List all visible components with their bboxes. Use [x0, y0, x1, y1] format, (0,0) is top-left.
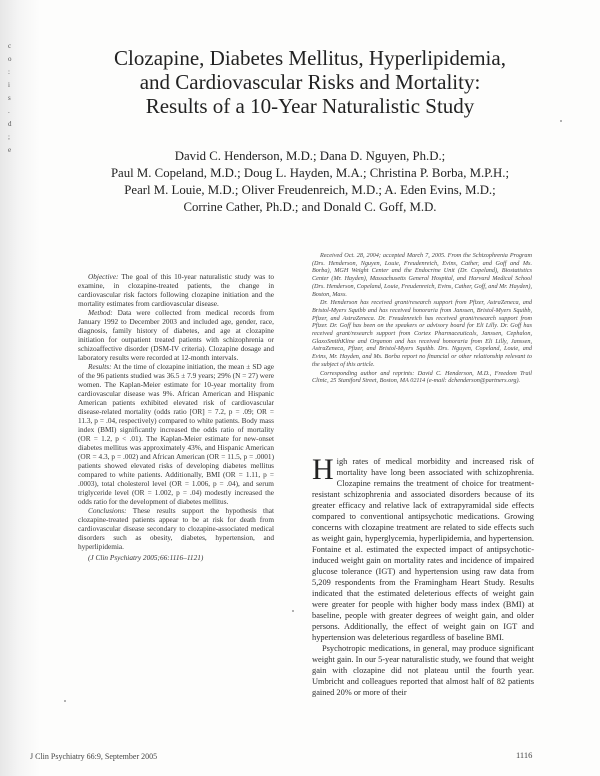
body-paragraph — [312, 453, 534, 643]
body-paragraph: Psychotropic medications, in general, may produce significant weight gain. In our 5-year naturalistic study, we found that weight gain with clozapine did not plateau until the fourth year. Umbricht and colleagues reported that almost half of 82 patients gained 20% or more of their — [312, 644, 534, 697]
author-list — [80, 148, 540, 216]
margin-mark: ; — [8, 133, 10, 141]
drop-cap: H — [312, 453, 334, 486]
article-body — [312, 453, 534, 698]
objective-label: Objective: — [88, 272, 119, 281]
margin-mark: c — [8, 42, 12, 50]
method-label: Method: — [88, 308, 113, 317]
abstract-objective — [78, 272, 274, 308]
scan-speck — [292, 610, 294, 612]
scan-shadow — [0, 0, 40, 776]
title-line: Clozapine, Diabetes Mellitus, Hyperlipidemia, — [114, 46, 506, 70]
author-notes — [312, 252, 532, 386]
objective-text: The goal of this 10-year naturalistic study was to examine, in clozapine-treated patients, the change in cardiovascular risk factors following clozapine initiation and the mortality estimates from cardiovascular disease. — [78, 272, 274, 308]
received-note: Received Oct. 28, 2004; accepted March 7, 2005. From the Schizophrenia Program (Drs. Henderson, Nguyen, Louie, Freudenreich, Evins, Cather, and Goff and Ms. Borba), MGH Weight Center and the Endocrine Unit (Dr. Copeland), Biostatistics Center (Mr. Hayden), Massachusetts General Hospital, and Harvard Medical School (Drs. Henderson, Copeland, Louie, Freudenreich, Evins, Cather, Goff, and Mr. Hayden), Boston, Mass. — [312, 252, 532, 298]
margin-mark: o — [8, 55, 12, 63]
conclusions-label: Conclusions: — [88, 506, 127, 515]
results-label: Results: — [88, 362, 112, 371]
method-text: Data were collected from medical records from January 1992 to December 2003 and included age, gender, race, diagnosis, family history of diabetes, and age at clozapine initiation for outpatient treated patients with schizophrenia or schizoaffective disorder (DSM-IV criteria). Clozapine dosage and laboratory results were recorded at 12-month intervals. — [78, 308, 275, 362]
margin-mark: s — [8, 94, 11, 102]
margin-mark: d — [8, 120, 12, 128]
title-line: and Cardiovascular Risks and Mortality: — [139, 70, 481, 94]
margin-mark: e — [8, 146, 12, 154]
disclosure-note: Dr. Henderson has received grant/research support from Pfizer, AstraZeneca, and Bristol-Myers Squibb and has received honoraria from Janssen, Bristol-Myers Squibb, Pfizer, and AstraZeneca. Dr. Freudenreich has received grant/research support from Pfizer. Dr. Goff has been on the speakers or advisory board for Eli Lilly. Dr. Goff has received grant/research support from Cortex Pharmaceuticals, Janssen, Cephalon, GlaxoSmithKline and Organon and has received honoraria from Eli Lilly, Janssen, AstraZeneca, Pfizer, and Bristol-Myers Squibb. Drs. Nguyen, Copeland, Louie, and Evins, Mr. Hayden, and Ms. Borba report no financial or other relationship relevant to the subject of this article. — [312, 299, 532, 368]
margin-mark: . — [8, 107, 10, 115]
article-title — [80, 46, 540, 118]
margin-mark: i — [8, 81, 10, 89]
author-line: Corrine Cather, Ph.D.; and Donald C. Goff, M.D. — [183, 200, 437, 214]
abstract-citation: (J Clin Psychiatry 2005;66:1116–1121) — [88, 553, 204, 562]
journal-footer: J Clin Psychiatry 66:9, September 2005 — [30, 752, 158, 761]
title-line: Results of a 10-Year Naturalistic Study — [145, 94, 475, 118]
margin-mark: : — [8, 68, 10, 76]
margin-marks — [8, 40, 14, 157]
results-text: At the time of clozapine initiation, the mean ± SD age of the 96 patients studied was 36.5 ± 7.9 years; 29% (N = 27) were women. The Kaplan-Meier estimate for 10-year mortality from cardiovascular disease was 9%. African American and Hispanic American patients exhibited elevated risk of cardiovascular disease-related mortality (odds ratio [OR] = 7.2, p = .09; OR = 11.3, p = .04, respectively) compared to white patients. Body mass index (BMI) significantly increased the odds ratio of mortality (OR = 1.2, p < .01). The Kaplan-Meier estimate for new-onset diabetes mellitus was approximately 43%, and Hispanic American (OR = 4.3, p = .002) and African American (OR = 11.5, p = .0001) patients showed elevated risks of developing diabetes mellitus compared to white patients. Additionally, BMI (OR = 1.11, p = .0003), total cholesterol level (OR = 1.006, p = .04), and serum triglyceride level (OR = 1.002, p = .04) modestly increased the odds ratio for the development of diabetes mellitus. — [78, 362, 274, 506]
scan-speck — [64, 700, 66, 702]
abstract — [78, 272, 274, 562]
author-line: Paul M. Copeland, M.D.; Doug L. Hayden, M.A.; Christina P. Borba, M.P.H.; — [110, 166, 510, 180]
author-line: David C. Henderson, M.D.; Dana D. Nguyen, Ph.D.; — [174, 149, 446, 163]
body-paragraph-text: igh rates of medical morbidity and increased risk of mortality have long been associated with schizophrenia. Clozapine remains the treatment of choice for treatment-resistant schizophrenia and associated disorders because of its greater efficacy and relative lack of extrapyramidal side effects compared to conventional antipsychotic medications. Growing concerns with clozapine treatment are related to side effects such as weight gain, hyperglycemia, hyperlipidemia, and hypertension. Fontaine et al. estimated the expected impact of antipsychotic-induced weight gain on mortality rates and incidence of impaired glucose tolerance (IGT) and hypertension using raw data from 5,209 respondents from the Framingham Heart Study. Results indicated that the estimated deleterious effects of weight gain were greater for people with higher body mass index (BMI) at baseline, people with greater degrees of weight gain, and older persons. Additionally, the effect of weight gain on IGT and hypertension was deleterious regardless of baseline BMI. — [312, 457, 534, 642]
abstract-method — [78, 308, 274, 362]
author-line: Pearl M. Louie, M.D.; Oliver Freudenreich, M.D.; A. Eden Evins, M.D.; — [124, 183, 496, 197]
abstract-results — [78, 362, 274, 506]
correspondence-note: Corresponding author and reprints: David C. Henderson, M.D., Freedom Trail Clinic, 25 Staniford Street, Boston, MA 02114 (e-mail: dchenderson@partners.org). — [312, 369, 532, 385]
scan-speck — [560, 120, 562, 122]
page-number: 1116 — [516, 750, 533, 760]
conclusions-text: These results support the hypothesis that clozapine-treated patients appear to be at risk for death from cardiovascular disease secondary to clozapine-associated medical disorders such as obesity, diabetes, hypertension, and hyperlipidemia. — [78, 506, 274, 551]
abstract-conclusions — [78, 506, 274, 551]
